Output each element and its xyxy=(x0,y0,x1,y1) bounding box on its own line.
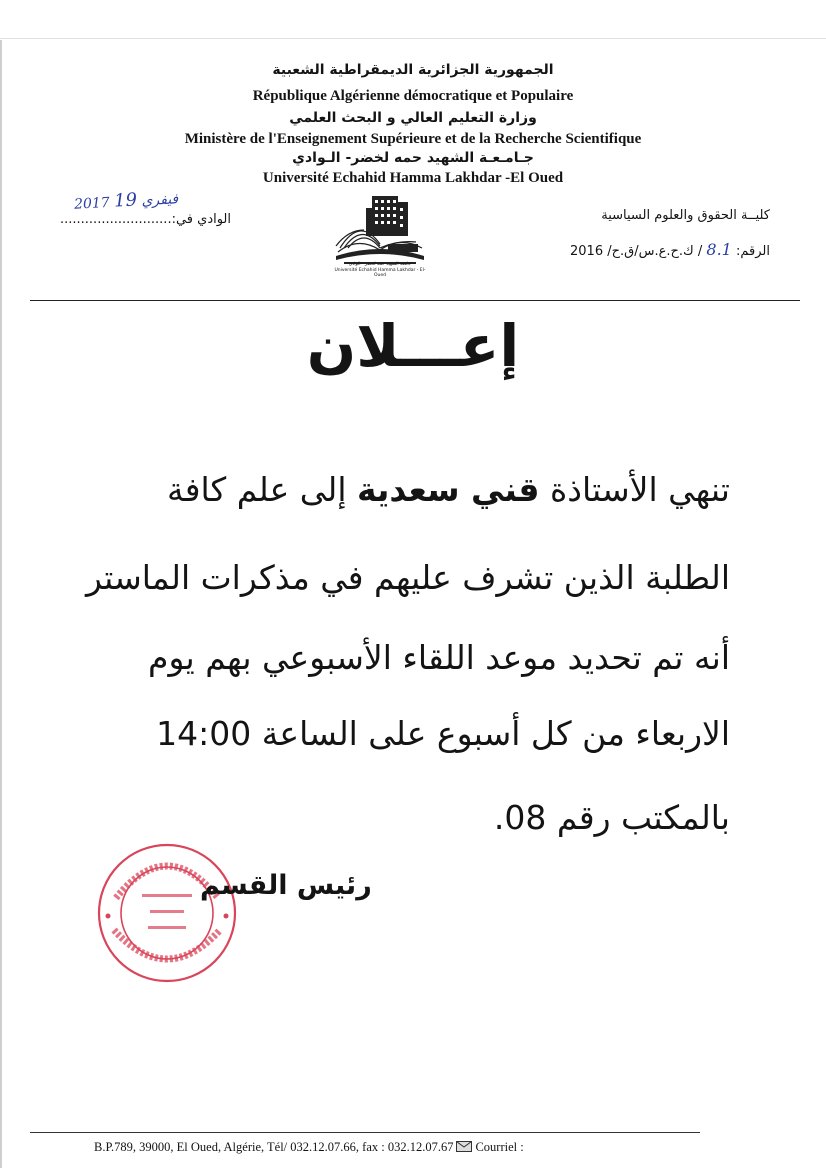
footer-email-label: Courriel : xyxy=(475,1140,524,1154)
scan-edge-top xyxy=(0,38,826,39)
body-line-1 xyxy=(70,470,730,510)
body-line-2: الطلبة الذين تشرف عليهم في مذكرات الماستر xyxy=(85,558,730,597)
faculty-name: كليــة الحقوق والعلوم السياسية xyxy=(601,208,770,223)
city-date-line xyxy=(60,212,231,227)
handwritten-date xyxy=(74,187,179,213)
logo-caption-ar: جامعة الشهيد حمه لخضر - الوادي xyxy=(348,262,412,267)
reference-number: 8.1 xyxy=(706,240,732,259)
body-line-4: الاربعاء من كل أسبوع على الساعة 14:00 xyxy=(156,714,730,753)
body-line-5: بالمكتب رقم 08. xyxy=(493,798,730,837)
city-date-label: الوادي في: xyxy=(171,212,232,227)
logo-caption-fr: Université Echahid Hamma Lakhdar - El-Oued xyxy=(334,267,426,278)
announcement-title: إعـــلان xyxy=(306,312,520,380)
footer-address: B.P.789, 39000, El Oued, Algérie, Tél/ 032.12.07.66, fax : 032.12.07.67 xyxy=(94,1140,454,1154)
body-line-1-post: إلى علم كافة xyxy=(167,470,358,509)
reference-suffix: / ك.ح.ع.س/ق.ح/ 2016 xyxy=(570,244,703,259)
reference-line xyxy=(570,240,770,259)
header-divider xyxy=(30,300,800,301)
body-line-1-pre: تنهي الأستاذة xyxy=(539,470,730,509)
republic-name-ar: الجمهورية الجزائرية الديمقراطية الشعبية xyxy=(272,62,554,78)
department-head-title: رئيس القسم xyxy=(200,870,372,901)
professor-name: قني سعدية xyxy=(357,470,540,509)
logo-caption xyxy=(332,262,428,279)
handwritten-month: فيفري xyxy=(141,191,179,210)
footer-contact xyxy=(94,1140,524,1155)
reference-label: الرقم: xyxy=(736,244,770,259)
body-line-3: أنه تم تحديد موعد اللقاء الأسبوعي بهم يوم xyxy=(148,638,730,677)
university-name-fr: Université Echahid Hamma Lakhdar -El Oued xyxy=(262,170,564,186)
handwritten-day: 19 xyxy=(113,189,138,212)
republic-name-fr: République Algérienne démocratique et Populaire xyxy=(252,88,574,104)
handwritten-year: 2017 xyxy=(73,194,111,213)
email-icon xyxy=(456,1141,472,1152)
university-name-ar: جـامـعـة الشهيد حمه لخضر- الـوادي xyxy=(292,150,534,166)
scan-edge-left xyxy=(0,40,2,1168)
ministry-name-ar: وزارة التعليم العالي و البحث العلمي xyxy=(289,110,537,126)
date-dots: ........................... xyxy=(60,212,172,227)
footer-divider xyxy=(30,1132,700,1133)
ministry-name-fr: Ministère de l'Enseignement Supérieure et de la Recherche Scientifique xyxy=(184,131,642,147)
department-stamp xyxy=(92,838,242,988)
